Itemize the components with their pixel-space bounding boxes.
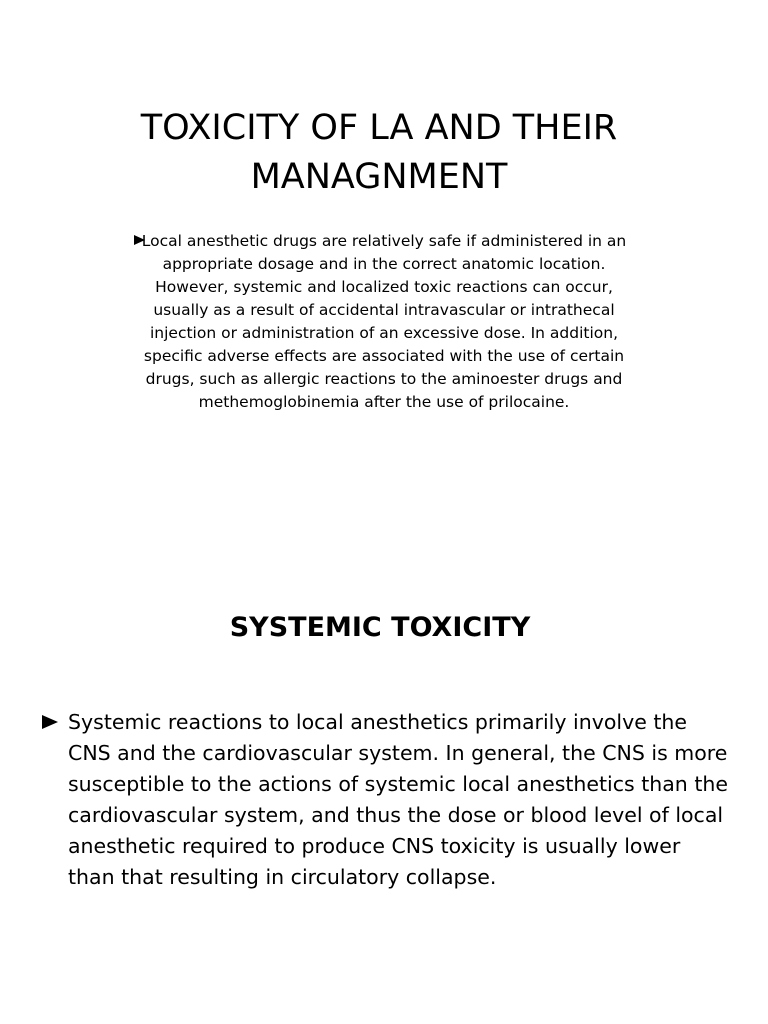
intro-text: Local anesthetic drugs are relatively safe if administered in an appropriate dosage and in the correct anatomic location. However, systemic and localized toxic reactions can occur, usually as a result of accidental intravascular or intrathecal injection or administration of an excessive dose. In addition, specific adverse effects are associated with the use of certain drugs, such as allergic reactions to the aminoester drugs and methemoglobinemia after the use of prilocaine.: [141, 232, 627, 411]
arrow-bullet-icon: [42, 715, 58, 729]
intro-paragraph: [130, 230, 630, 414]
systemic-paragraph: [40, 707, 730, 893]
arrow-bullet-icon: [134, 235, 145, 245]
slide-title: TOXICITY OF LA AND THEIR MANAGNMENT: [140, 108, 618, 197]
systemic-text: Systemic reactions to local anesthetics primarily involve the CNS and the cardiovascular system. In general, the CNS is more susceptible to the actions of systemic local anesthetics than the cardiovascular system, and thus the dose or blood level of local anesthetic required to produce CNS toxicity is usually lower than that resulting in circulatory collapse.: [68, 710, 728, 889]
section-heading: SYSTEMIC TOXICITY: [229, 612, 531, 643]
